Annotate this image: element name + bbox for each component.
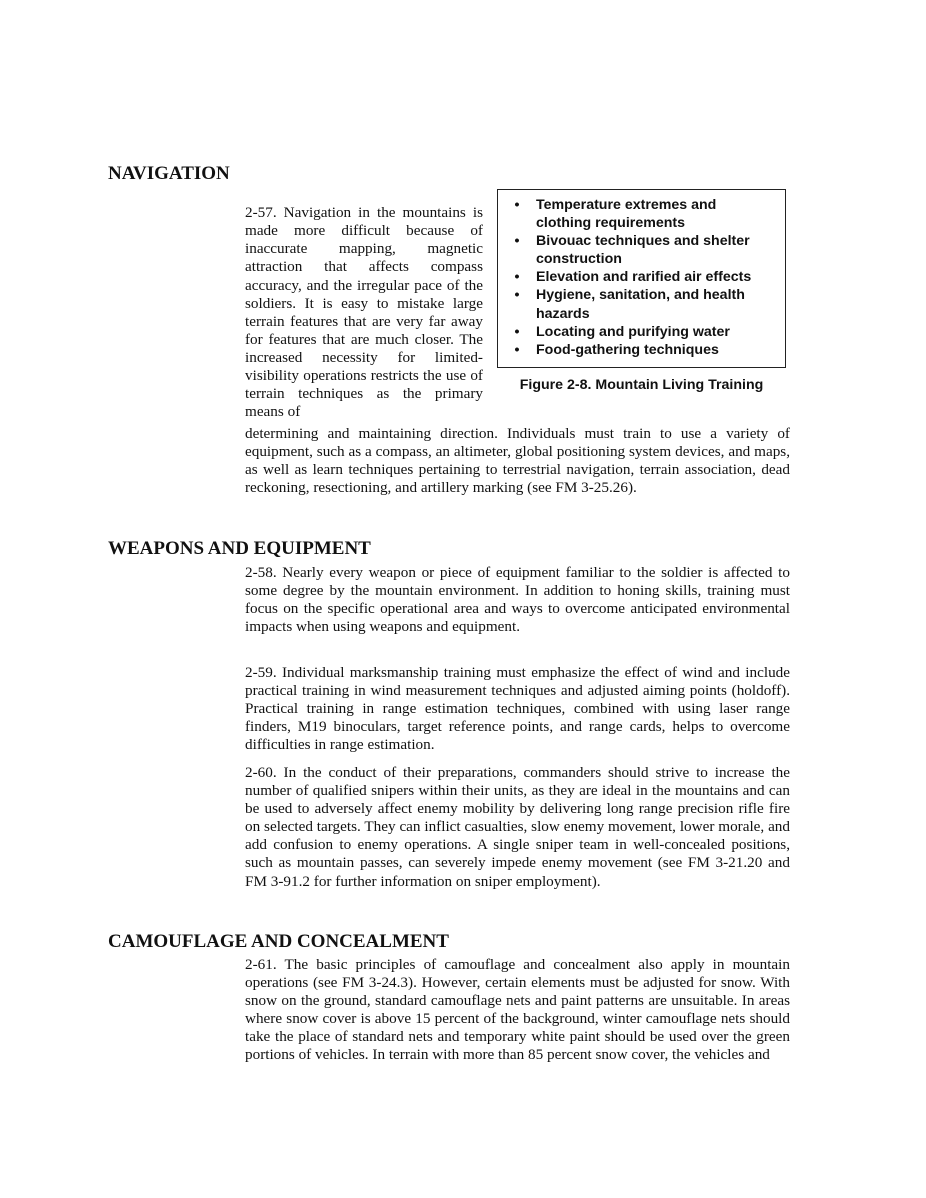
- bullet-icon: •: [514, 197, 520, 213]
- section-heading-navigation: NAVIGATION: [108, 163, 230, 184]
- paragraph-2-60: 2-60. In the conduct of their preparations, commanders should strive to increase the number of qualified snipers within their units, as they are ideal in the mountains and can be used to adversely affect enemy mobility by delivering long range precision rifle fire on selected targets. They can inflict casualties, slow enemy movement, lower morale, and add confusion to enemy operations. A single sniper team in well-concealed positions, such as mountain passes, can severely impede enemy movement (see FM 3-21.20 and FM 3-91.2 for further information on sniper employment).: [245, 764, 790, 890]
- paragraph-2-59: 2-59. Individual marksmanship training must emphasize the effect of wind and include practical training in wind measurement techniques and adjusted aiming points (holdoff). Practical training in range estimation techniques, combined with using laser range finders, M19 binoculars, target reference points, and range cards, helps to overcome difficulties in range estimation.: [245, 664, 790, 754]
- paragraph-2-61: 2-61. The basic principles of camouflage and concealment also apply in mountain operations (see FM 3-24.3). However, certain elements must be adjusted for snow. With snow on the ground, standard camouflage nets and paint patterns are unsuitable. In areas where snow cover is above 15 percent of the background, winter camouflage nets should take the place of standard nets and temporary white paint should be used over the green portions of vehicles. In terrain with more than 85 percent snow cover, the vehicles and: [245, 956, 790, 1064]
- bullet-icon: •: [514, 287, 520, 304]
- paragraph-2-58: 2-58. Nearly every weapon or piece of equipment familiar to the soldier is affected to some degree by the mountain environment. In addition to honing skills, training must focus on the specific operational area and ways to overcome anticipated environmental impacts when using weapons and equipment.: [245, 564, 790, 636]
- bullet-icon: •: [514, 323, 520, 340]
- paragraph-2-57-continued: determining and maintaining direction. Individuals must train to use a variety of equipment, such as a compass, an altimeter, global positioning system devices, and maps, as well as learn techniques pertaining to terrestrial navigation, terrain association, dead reckoning, resectioning, and artillery marking (see FM 3-25.26).: [245, 425, 790, 497]
- list-item: • Locating and purifying water: [510, 323, 775, 341]
- figure-2-8-box: [497, 189, 786, 368]
- list-item: • Food-gathering techniques: [510, 341, 775, 359]
- bullet-icon: •: [514, 341, 520, 358]
- list-item: • Bivouac techniques and shelter construction: [510, 232, 775, 268]
- figure-bullet-list: [510, 196, 775, 359]
- list-item: • Elevation and rarified air effects: [510, 268, 775, 286]
- section-heading-camouflage: CAMOUFLAGE AND CONCEALMENT: [108, 931, 449, 952]
- list-item: • Hygiene, sanitation, and health hazards: [510, 286, 775, 322]
- paragraph-2-57-wrapped: 2-57. Navigation in the mountains is made more difficult because of inaccurate mapping, magnetic attraction that affects compass accuracy, and the irregular pace of the soldiers. It is easy to mistake large terrain features that are very far away for features that are much closer. The increased necessity for limited-visibility operations restricts the use of terrain techniques as the primary means of: [245, 204, 483, 421]
- bullet-icon: •: [514, 233, 520, 250]
- figure-caption: Figure 2-8. Mountain Living Training: [519, 377, 764, 393]
- section-heading-weapons: WEAPONS AND EQUIPMENT: [108, 538, 371, 559]
- bullet-icon: •: [514, 269, 520, 286]
- list-item: • Temperature extremes and clothing requirements: [510, 196, 775, 232]
